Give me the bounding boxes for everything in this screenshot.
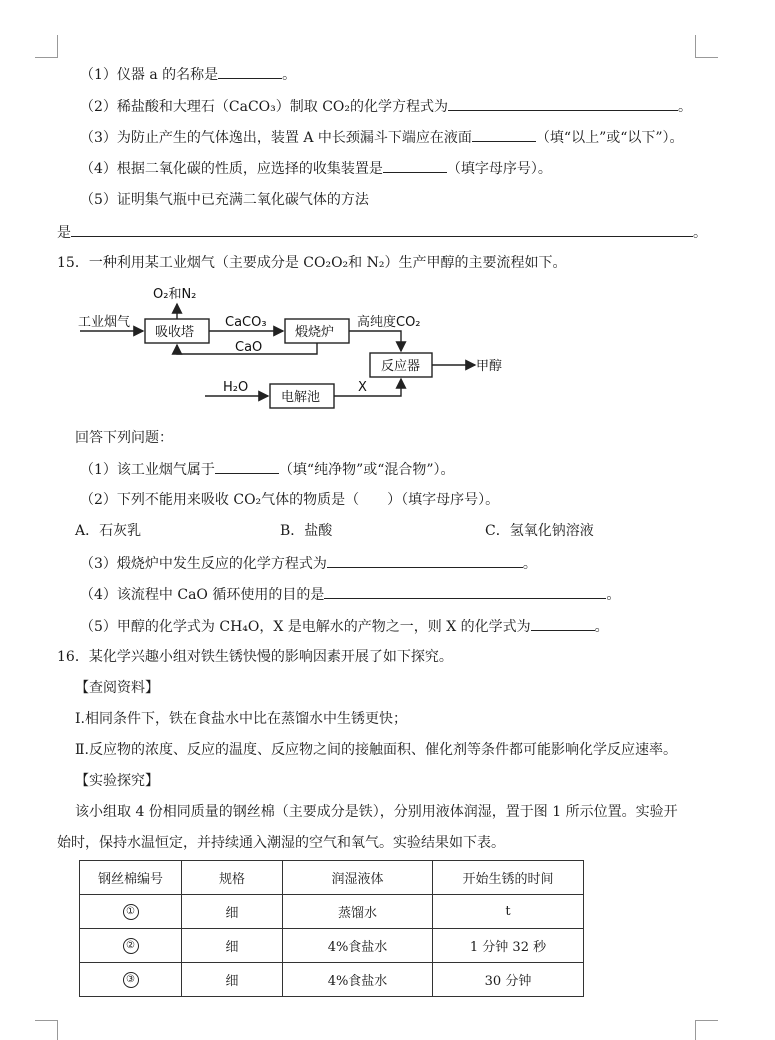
table-cell-id: ②	[80, 929, 182, 963]
table-row	[80, 963, 584, 997]
q16-title: 16．某化学兴趣小组对铁生锈快慢的影响因素开展了如下探究。	[57, 649, 453, 665]
label-absorption-tower: 吸收塔	[155, 325, 195, 340]
table-header-cell: 规格	[182, 861, 283, 895]
table-cell-id: ①	[80, 895, 182, 929]
experiment-results-table	[79, 860, 584, 997]
label-caco3: CaCO₃	[225, 315, 267, 330]
crop-mark-top-right	[695, 35, 718, 58]
answer-blank[interactable]	[327, 553, 523, 568]
table-cell: t	[433, 895, 584, 929]
q15-title: 15．一种利用某工业烟气（主要成分是 CO₂O₂和 N₂）生产甲醇的主要流程如下。	[57, 255, 567, 271]
label-calciner: 煅烧炉	[295, 325, 335, 340]
label-reactor: 反应器	[381, 359, 421, 374]
table-cell: 4%食盐水	[283, 929, 433, 963]
arrow-co2	[349, 331, 401, 351]
crop-mark-top-left	[35, 35, 58, 58]
table-cell: 细	[182, 963, 283, 997]
table-cell: 1 分钟 32 秒	[433, 929, 584, 963]
q15-item-1: （1）该工业烟气属于 （填“纯净物”或“混合物”）。	[80, 459, 455, 480]
crop-mark-bottom-right	[695, 1020, 718, 1040]
q15-answer-intro: 回答下列问题：	[75, 430, 173, 446]
q14-item-3: （3）为防止产生的气体逸出，装置 A 中长颈漏斗下端应在液面 （填“以上”或“以下”）。	[80, 127, 684, 148]
answer-blank[interactable]	[448, 96, 678, 111]
q15-option-b: B．盐酸	[280, 523, 333, 539]
q16-paragraph-line-2: 始时，保持水温恒定，并持续通入潮湿的空气和氧气。实验结果如下表。	[57, 835, 505, 851]
q14-item-5: （5）证明集气瓶中已充满二氧化碳气体的方法	[80, 192, 369, 208]
answer-blank[interactable]	[218, 64, 282, 79]
table-row	[80, 929, 584, 963]
answer-blank[interactable]	[71, 222, 693, 237]
q16-paragraph-line-1: 该小组取 4 份相同质量的钢丝棉（主要成分是铁），分别用液体润湿，置于图 1 所示位置。实验开	[75, 804, 678, 820]
label-high-purity-co2: 高纯度CO₂	[357, 315, 421, 330]
table-cell: 30 分钟	[433, 963, 584, 997]
q15-option-c: C．氢氧化钠溶液	[485, 523, 594, 539]
label-o2-n2: O₂和N₂	[153, 287, 197, 302]
label-x: X	[358, 380, 367, 395]
table-cell: 4%食盐水	[283, 963, 433, 997]
q14-item-4: （4）根据二氧化碳的性质，应选择的收集装置是 （填字母序号）。	[80, 158, 552, 179]
q15-option-a: A．石灰乳	[75, 523, 142, 539]
answer-blank[interactable]	[531, 616, 595, 631]
q15-item-2: （2）下列不能用来吸收 CO₂气体的物质是（ ）（填字母序号）。	[80, 492, 500, 508]
process-flow-diagram	[75, 282, 515, 414]
table-cell-id: ③	[80, 963, 182, 997]
table-cell: 细	[182, 895, 283, 929]
q16-heading-references: 【查阅资料】	[75, 680, 159, 696]
q16-reference-2: Ⅱ.反应物的浓度、反应的温度、反应物之间的接触面积、催化剂等条件都可能影响化学反应速率。	[75, 742, 677, 758]
label-water: H₂O	[223, 380, 249, 395]
label-cao: CaO	[235, 340, 263, 355]
q14-item-1: （1）仪器 a 的名称是 。	[80, 64, 296, 85]
table-header-cell: 润湿液体	[283, 861, 433, 895]
answer-blank[interactable]	[324, 584, 606, 599]
table-header-cell: 开始生锈的时间	[433, 861, 584, 895]
table-cell: 蒸馏水	[283, 895, 433, 929]
q14-item-2: （2）稀盐酸和大理石（CaCO₃）制取 CO₂的化学方程式为 。	[80, 96, 692, 117]
q15-item-4: （4）该流程中 CaO 循环使用的目的是 。	[80, 584, 620, 605]
table-row	[80, 895, 584, 929]
q16-reference-1: Ⅰ.相同条件下，铁在食盐水中比在蒸馏水中生锈更快；	[75, 711, 407, 727]
q15-item-5: （5）甲醇的化学式为 CH₄O，X 是电解水的产物之一，则 X 的化学式为 。	[80, 616, 609, 637]
table-header-cell: 钢丝棉编号	[80, 861, 182, 895]
label-electrolysis: 电解池	[281, 390, 321, 405]
arrow-x	[334, 379, 401, 396]
table-header-row	[80, 861, 584, 895]
label-methanol: 甲醇	[476, 359, 503, 374]
answer-blank[interactable]	[215, 459, 279, 474]
crop-mark-bottom-left	[35, 1020, 58, 1040]
answer-blank[interactable]	[472, 127, 536, 142]
label-flue-gas: 工业烟气	[78, 315, 131, 330]
table-cell: 细	[182, 929, 283, 963]
q16-heading-experiment: 【实验探究】	[75, 773, 159, 789]
q15-item-3: （3）煅烧炉中发生反应的化学方程式为 。	[80, 553, 537, 574]
answer-blank[interactable]	[383, 158, 447, 173]
q14-item-5-continued: 是 。	[57, 222, 707, 243]
